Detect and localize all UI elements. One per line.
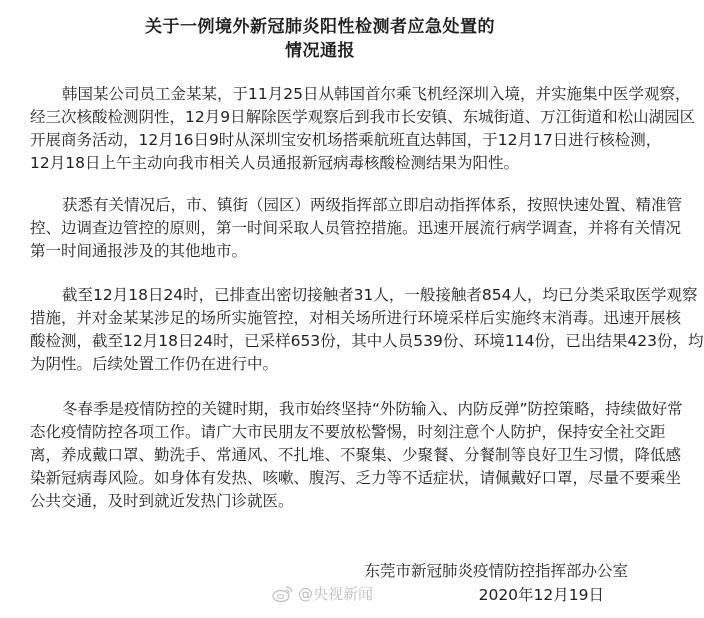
weibo-icon [272,585,294,603]
paragraph-line: 开展商务活动，12月16日9时从深圳宝安机场搭乘航班直达韩国，于12月17日进行核检测， [30,131,662,149]
paragraph-line: 截至12月18日24时，已排查出密切接触者31人，一般接触者854人，均已分类采取医学观察 [62,286,698,304]
issue-date: 2020年12月19日 [478,586,604,604]
paragraph-line: 公共交通，及时到就近发热门诊就医。 [30,492,294,510]
paragraph-line: 酸检测，截至12月18日24时，已采样653份，其中人员539份、环境114份，已出结果423份，均 [30,332,704,350]
issuer-signature: 东莞市新冠肺炎疫情防控指挥部办公室 [364,562,628,580]
paragraph-line: 获悉有关情况后，市、镇街（园区）两级指挥部立即启动指挥体系，按照快速处置、精准管 [62,196,683,214]
document-title-line-1: 关于一例境外新冠肺炎阳性检测者应急处置的 [145,17,495,37]
paragraph-line: 经三次核酸检测阴性，12月9日解除医学观察后到我市长安镇、东城街道、万江街道和松山湖园区 [30,108,696,126]
paragraph-line: 冬春季是疫情防控的关键时期，我市始终坚持“外防输入、内防反弹”防控策略，持续做好常 [62,400,683,418]
paragraph-line: 为阴性。后续处置工作仍在进行中。 [30,355,279,373]
paragraph-public-advice [30,398,683,513]
paragraph-line: 措施，并对金某某涉足的场所实施管控，对相关场所进行环境采样后实施终末消毒。迅速开展核 [30,309,682,327]
paragraph-line: 12月18日上午主动向我市相关人员通报新冠病毒核酸检测结果为阳性。 [30,154,519,172]
paragraph-line: 染新冠病毒风险。如身体有发热、咳嗽、腹泻、乏力等不适症状，请佩戴好口罩，尽量不要乘坐 [30,469,682,487]
paragraph-line: 离，养成戴口罩、勤洗手、常通风、不扎堆、不聚集、少聚餐、分餐制等良好卫生习惯，降低感 [30,446,682,464]
paragraph-line: 态化疫情防控各项工作。请广大市民朋友不要放松警惕，时刻注意个人防护，保持安全社交距 [30,423,666,441]
paragraph-case-summary [30,83,696,175]
watermark [272,583,373,604]
paragraph-line: 控、边调查边管控的原则，第一时间采取人员管控措施。迅速开展流行病学调查，并将有关情况 [30,219,682,237]
document-title-line-2: 情况通报 [285,41,355,61]
paragraph-response [30,194,683,263]
paragraph-line: 韩国某公司员工金某某，于11月25日从韩国首尔乘飞机经深圳入境，并实施集中医学观察， [62,85,691,103]
paragraph-investigation [30,284,704,376]
paragraph-line: 第一时间通报涉及的其他地市。 [30,242,248,260]
watermark-text: @央视新闻 [298,585,374,603]
